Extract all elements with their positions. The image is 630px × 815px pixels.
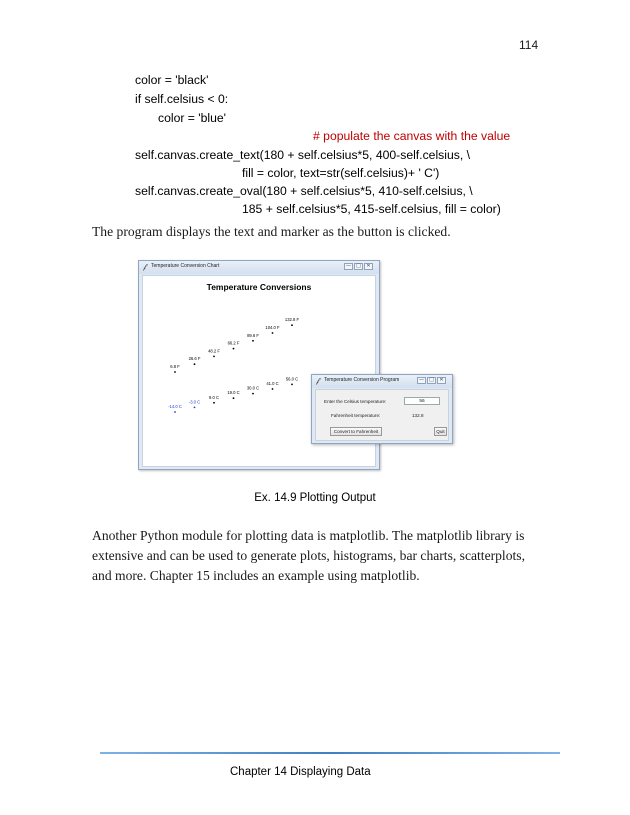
chart-window-title: Temperature Conversion Chart: [151, 263, 220, 269]
temperature-marker: [252, 393, 254, 395]
program-body: [315, 389, 449, 441]
temperature-marker: [174, 371, 176, 373]
temperature-label: 41.0 C: [266, 381, 279, 386]
footer-divider: [100, 752, 560, 754]
close-icon[interactable]: ✕: [364, 263, 373, 270]
temperature-marker: [233, 348, 235, 350]
code-line: if self.celsius < 0:: [135, 92, 229, 106]
code-line: self.canvas.create_text(180 + self.celsius*5, 400-self.celsius, \: [135, 148, 470, 162]
temperature-marker: [194, 407, 196, 409]
convert-button[interactable]: Convert to Fahrenheit: [330, 427, 382, 436]
paragraph-intro: The program displays the text and marker as the button is clicked.: [92, 224, 451, 239]
temperature-marker: [272, 388, 274, 390]
temperature-label: 56.0 C: [285, 376, 299, 382]
paragraph-line: extensive and can be used to generate plots, histograms, bar charts, scatterplots,: [92, 548, 525, 563]
temperature-marker: [291, 384, 293, 386]
temperature-label: -14.0 C: [168, 404, 182, 409]
close-icon[interactable]: ✕: [437, 377, 446, 384]
feather-icon: 𝒻: [316, 377, 320, 385]
maximize-icon[interactable]: □: [427, 377, 436, 384]
temperature-marker: [252, 340, 254, 342]
fahrenheit-series: [170, 317, 299, 373]
temperature-marker: [291, 324, 293, 326]
celsius-input[interactable]: 56: [404, 397, 440, 405]
temperature-marker: [272, 332, 274, 334]
temperature-label: 104.0 F: [265, 325, 280, 330]
code-comment: # populate the canvas with the value: [313, 129, 511, 143]
program-window-title: Temperature Conversion Program: [324, 377, 400, 383]
quit-button[interactable]: Quit: [434, 427, 447, 436]
paragraph-line: and more. Chapter 15 includes an example using matplotlib.: [92, 568, 420, 583]
temperature-label: 48.2 F: [208, 348, 220, 354]
code-line: self.canvas.create_oval(180 + self.celsius*5, 410-self.celsius, \: [135, 184, 473, 198]
maximize-icon[interactable]: □: [354, 263, 363, 270]
chart-window-titlebar: [139, 261, 379, 274]
feather-icon: 𝒻: [143, 263, 147, 271]
temperature-label: -3.0 C: [188, 399, 201, 405]
code-line: color = 'blue': [158, 111, 227, 125]
temperature-marker: [213, 356, 215, 358]
temperature-label: 6.8 F: [170, 364, 180, 369]
code-line: color = 'black': [135, 73, 209, 87]
minimize-icon[interactable]: —: [346, 263, 351, 269]
temperature-label: 26.6 F: [188, 356, 201, 362]
temperature-label: 66.2 F: [227, 340, 240, 346]
temperature-label: 30.0 C: [246, 385, 260, 391]
figure-caption: Ex. 14.9 Plotting Output: [254, 492, 376, 504]
temperature-label: 132.8 F: [284, 317, 300, 323]
program-window-titlebar: [312, 375, 452, 388]
footer-chapter-title: Chapter 14 Displaying Data: [230, 766, 371, 778]
chart-heading: Temperature Conversions: [206, 282, 312, 292]
program-window: [311, 374, 453, 444]
celsius-series: [168, 376, 298, 413]
code-line: fill = color, text=str(self.celsius)+ ' C'): [242, 166, 440, 180]
temperature-marker: [213, 402, 215, 404]
temperature-marker: [174, 411, 176, 413]
temperature-marker: [194, 363, 196, 365]
page-number: 114: [519, 38, 539, 52]
celsius-prompt-label: Enter the Celsius temperature:: [324, 399, 387, 404]
code-line: 185 + self.celsius*5, 415-self.celsius, fill = color): [242, 202, 501, 216]
minimize-icon[interactable]: —: [419, 377, 424, 383]
temperature-marker: [233, 397, 235, 399]
fahrenheit-label: Fahrenheit temperature:: [331, 413, 381, 418]
fahrenheit-value: 132.8: [412, 413, 424, 418]
temperature-label: 19.0 C: [227, 390, 240, 396]
temperature-label: 9.0 C: [208, 394, 220, 400]
paragraph-line: Another Python module for plotting data is matplotlib. The matplotlib library is: [92, 528, 525, 543]
temperature-label: 89.6 F: [247, 332, 259, 338]
